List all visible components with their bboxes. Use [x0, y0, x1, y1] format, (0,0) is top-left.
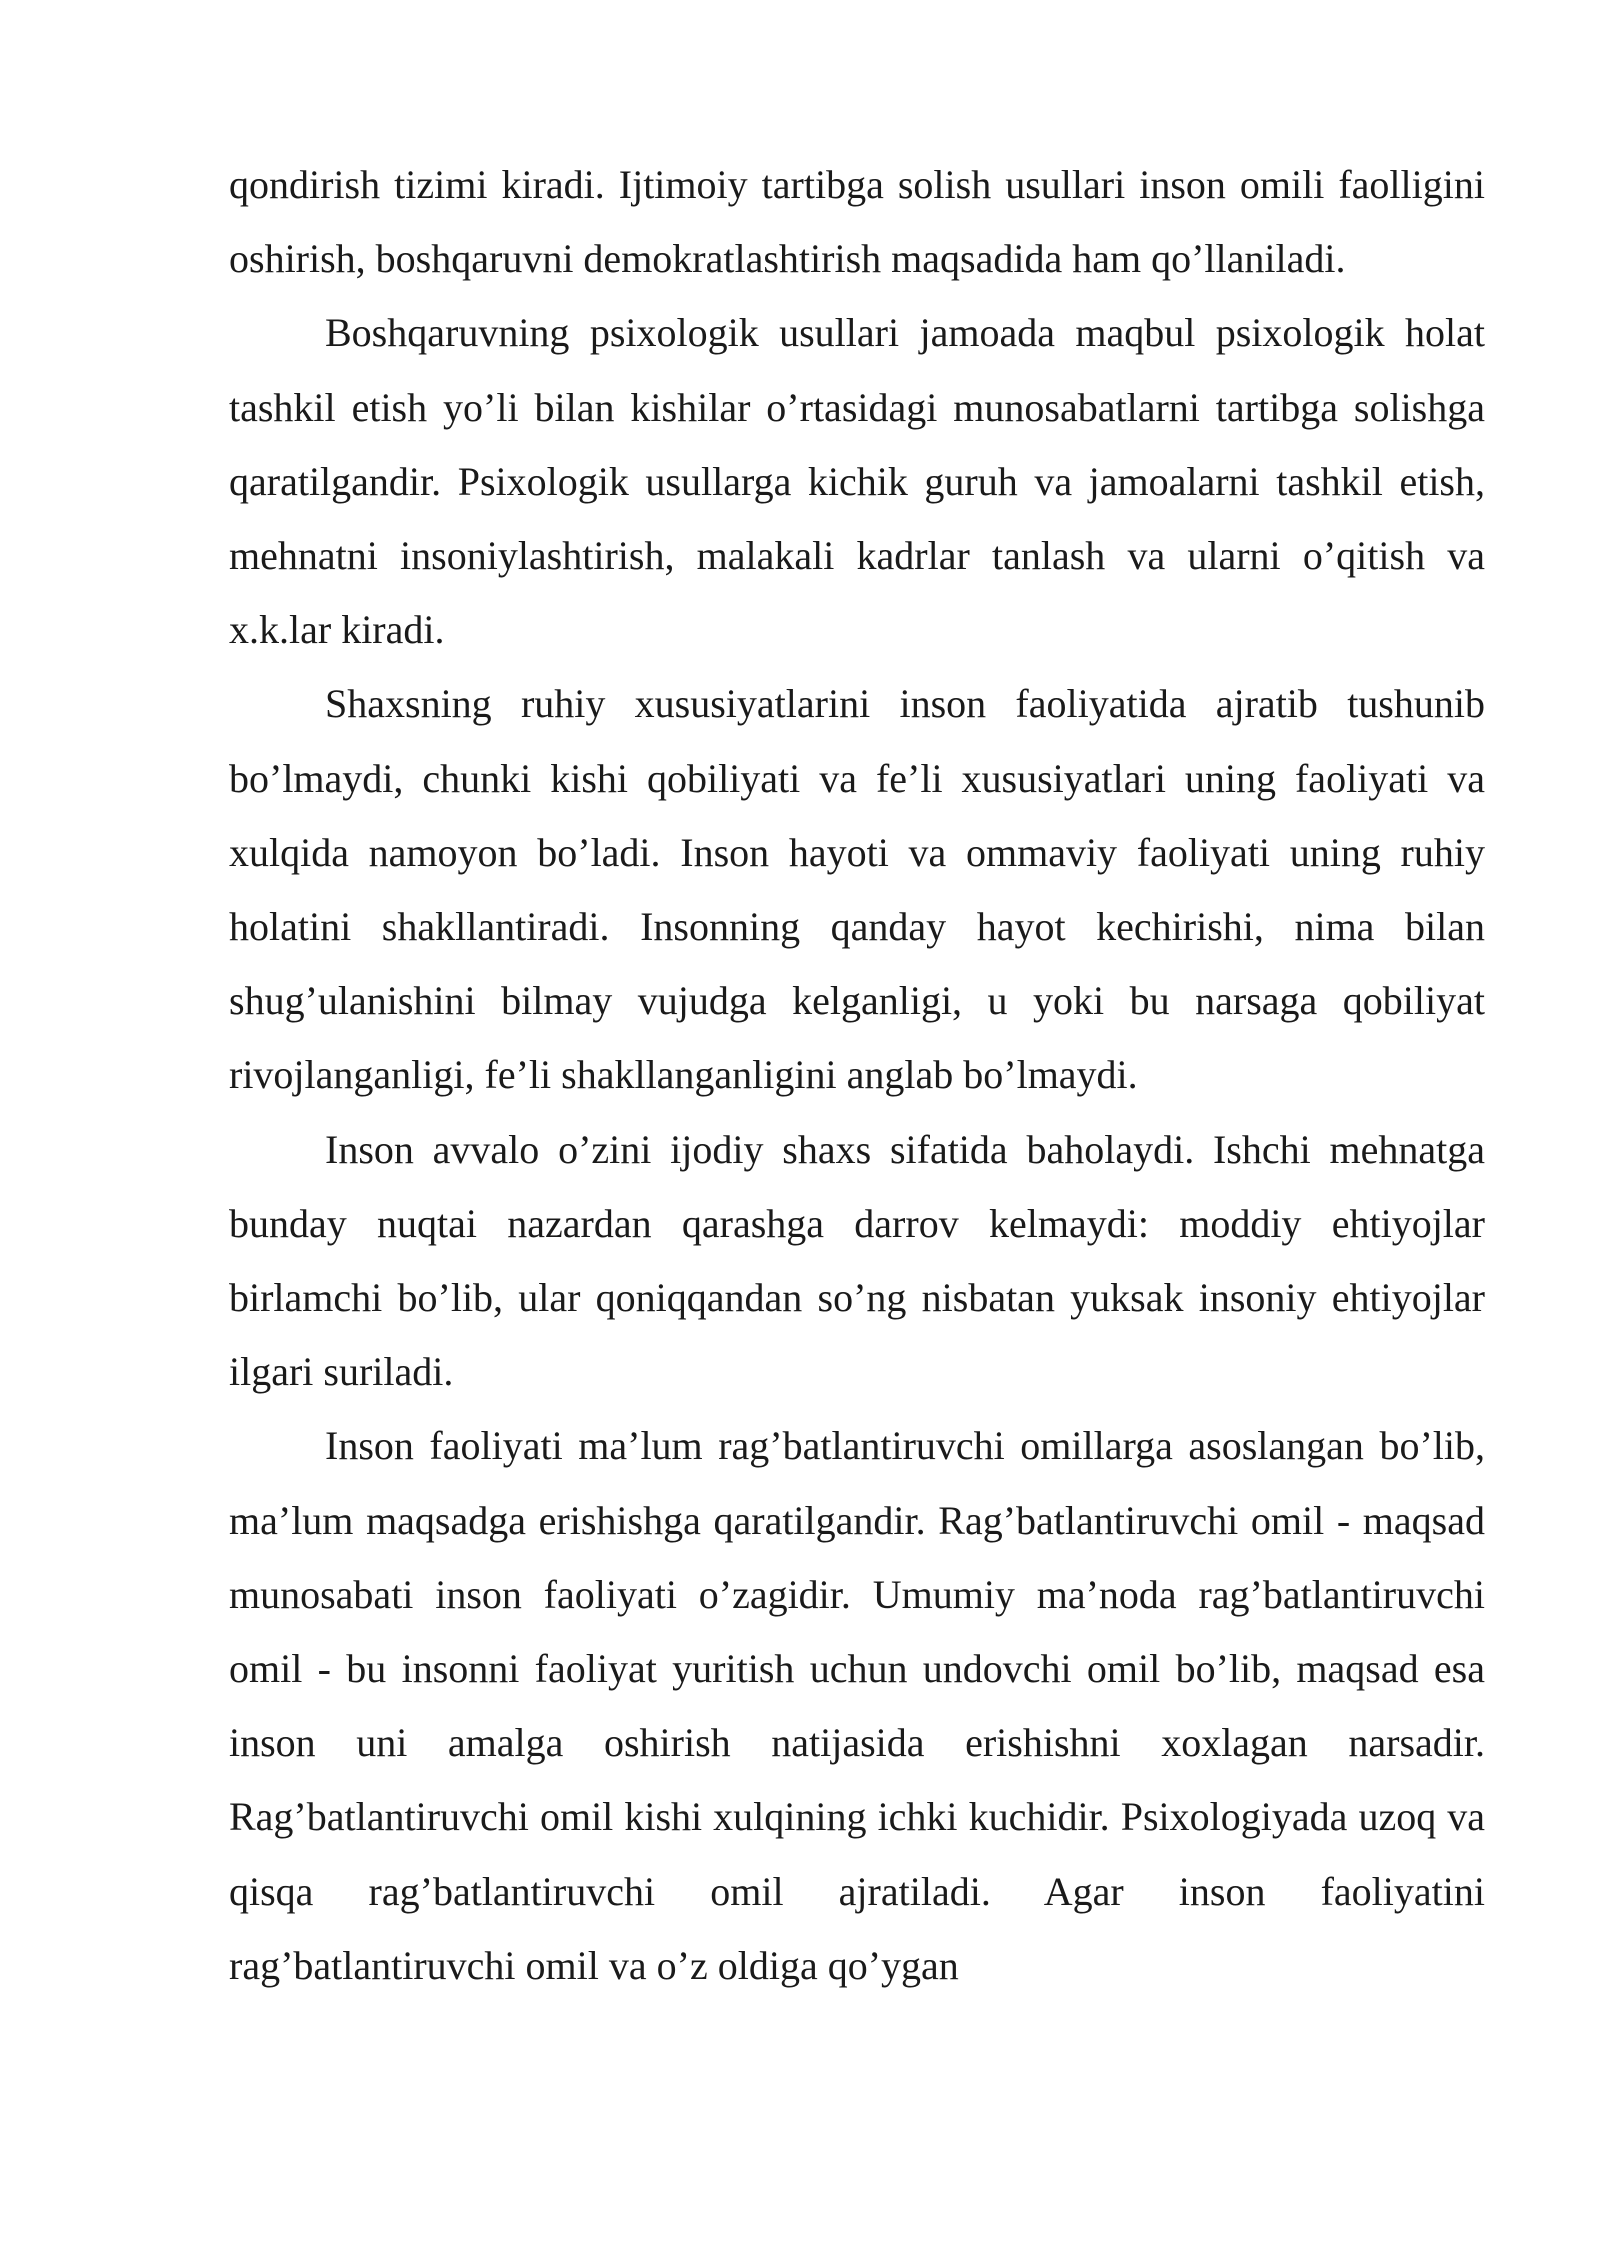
paragraph-4: Inson avvalo o’zini ijodiy shaxs sifatida baholaydi. Ishchi mehnatga bunday nuqtai nazardan qarashga darrov kelmaydi: moddiy ehtiyojlar birlamchi bo’lib, ular qoniqqandan so’ng nisbatan yuksak insoniy ehtiyojlar ilgari suriladi. — [229, 1126, 1485, 1395]
paragraph-3: Shaxsning ruhiy xususiyatlarini inson faoliyatida ajratib tushunib bo’lmaydi, chunki kishi qobiliyati va fe’li xususiyatlari uning faoliyati va xulqida namoyon bo’ladi. Inson hayoti va ommaviy faoliyati uning ruhiy holatini shakllantiradi. Insonning qanday hayot kechirishi, nima bilan shug’ulanishini bilmay vujudga kelganligi, u yoki bu narsaga qobiliyat rivojlanganligi, fe’li shakllanganligini anglab bo’lmaydi. — [229, 681, 1485, 1098]
paragraph-2: Boshqaruvning psixologik usullari jamoada maqbul psixologik holat tashkil etish yo’li bilan kishilar o’rtasidagi munosabatlarni tartibga solishga qaratilgandir. Psixologik usullarga kichik guruh va jamoalarni tashkil etish, mehnatni insoniylashtirish, malakali kadrlar tanlash va ularni o’qitish va x.k.lar kiradi. — [229, 310, 1485, 653]
paragraph-1: qondirish tizimi kiradi. Ijtimoiy tartibga solish usullari inson omili faolligini oshirish, boshqaruvni demokratlashtirish maqsadida ham qo’llaniladi. — [229, 162, 1485, 282]
paragraph-5: Inson faoliyati ma’lum rag’batlantiruvchi omillarga asoslangan bo’lib, ma’lum maqsadga erishishga qaratilgandir. Rag’batlantiruvchi omil - maqsad munosabati inson faoliyati o’zagidir. Umumiy ma’noda rag’batlantiruvchi omil - bu insonni faoliyat yuritish uchun undovchi omil bo’lib, maqsad esa inson uni amalga oshirish natijasida erishishni xoxlagan narsadir. Rag’batlantiruvchi omil kishi xulqining ichki kuchidir. Psixologiyada uzoq va qisqa rag’batlantiruvchi omil ajratiladi. Agar inson faoliyatini rag’batlantiruvchi omil va o’z oldiga qo’ygan — [229, 1423, 1485, 1988]
document-body — [229, 148, 1485, 2003]
